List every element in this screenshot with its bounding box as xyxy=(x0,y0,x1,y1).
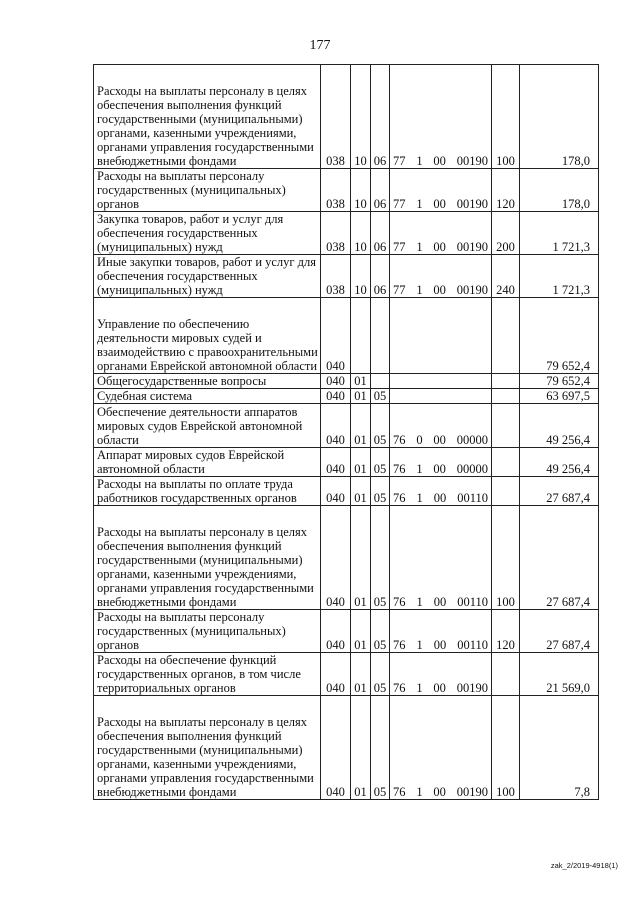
direction-code: 00 xyxy=(433,197,446,211)
subsection-code: 05 xyxy=(371,477,390,506)
subsection-code: 06 xyxy=(371,169,390,212)
target-article-code xyxy=(390,255,492,298)
ministry-code: 038 xyxy=(321,255,351,298)
section-code: 01 xyxy=(351,374,371,389)
target-article-code xyxy=(390,298,492,374)
expense-type-code: 100 xyxy=(492,506,520,610)
expense-type-code xyxy=(492,448,520,477)
expense-code: 00110 xyxy=(457,595,488,609)
target-article-code xyxy=(390,169,492,212)
document-code: zak_2/2019-4918(1) xyxy=(550,861,618,870)
table-row xyxy=(94,448,599,477)
direction-code: 00 xyxy=(433,595,447,609)
ministry-code: 040 xyxy=(321,610,351,653)
table-row xyxy=(94,653,599,696)
amount: 27 687,4 xyxy=(520,610,599,653)
subsection-code xyxy=(371,374,390,389)
amount: 7,8 xyxy=(520,696,599,800)
direction-code: 00 xyxy=(433,154,446,168)
direction-code: 00 xyxy=(433,785,446,799)
table-row xyxy=(94,404,599,448)
ministry-code: 040 xyxy=(321,696,351,800)
expense-code: 00000 xyxy=(456,462,488,476)
subsection-code: 05 xyxy=(371,448,390,477)
subprogram-code: 1 xyxy=(416,283,423,297)
amount: 1 721,3 xyxy=(520,255,599,298)
expense-type-code xyxy=(492,298,520,374)
subsection-code: 05 xyxy=(371,610,390,653)
section-code xyxy=(351,298,371,374)
table-row xyxy=(94,610,599,653)
program-code: 76 xyxy=(393,462,406,476)
subsection-code: 05 xyxy=(371,506,390,610)
ministry-code: 040 xyxy=(321,506,351,610)
expense-type-code xyxy=(492,477,520,506)
table-row xyxy=(94,374,599,389)
row-name: Аппарат мировых судов Еврейской автономной области xyxy=(94,448,321,477)
subprogram-code: 1 xyxy=(416,638,423,652)
expense-code: 00110 xyxy=(457,491,488,505)
direction-code: 00 xyxy=(433,491,447,505)
table-row xyxy=(94,506,599,610)
ministry-code: 038 xyxy=(321,169,351,212)
ministry-code: 040 xyxy=(321,404,351,448)
row-name: Расходы на выплаты персоналу в целях обеспечения выполнения функций государственными (муниципальными) органами, казенными учреждениями, органами управления государственными внебюджетными фондами xyxy=(94,506,321,610)
program-code: 76 xyxy=(393,433,406,447)
amount: 63 697,5 xyxy=(520,389,599,404)
target-article-code xyxy=(390,477,492,506)
table-row xyxy=(94,65,599,169)
section-code: 10 xyxy=(351,212,371,255)
target-article-code xyxy=(390,696,492,800)
section-code: 01 xyxy=(351,653,371,696)
amount: 79 652,4 xyxy=(520,298,599,374)
amount: 27 687,4 xyxy=(520,477,599,506)
expense-type-code xyxy=(492,404,520,448)
subsection-code: 06 xyxy=(371,65,390,169)
section-code: 01 xyxy=(351,448,371,477)
ministry-code: 038 xyxy=(321,212,351,255)
subprogram-code: 1 xyxy=(416,491,423,505)
target-article-code xyxy=(390,65,492,169)
row-name: Расходы на обеспечение функций государственных органов, в том числе территориальных органов xyxy=(94,653,321,696)
expense-type-code: 100 xyxy=(492,65,520,169)
subsection-code: 05 xyxy=(371,389,390,404)
ministry-code: 038 xyxy=(321,65,351,169)
row-name: Общегосударственные вопросы xyxy=(94,374,321,389)
row-name: Расходы на выплаты по оплате труда работников государственных органов xyxy=(94,477,321,506)
subprogram-code: 1 xyxy=(416,197,423,211)
expense-code: 00110 xyxy=(457,638,488,652)
section-code: 10 xyxy=(351,255,371,298)
direction-code: 00 xyxy=(433,433,446,447)
amount: 1 721,3 xyxy=(520,212,599,255)
ministry-code: 040 xyxy=(321,477,351,506)
table-body xyxy=(94,65,599,800)
direction-code: 00 xyxy=(433,638,447,652)
section-code: 10 xyxy=(351,65,371,169)
amount: 27 687,4 xyxy=(520,506,599,610)
expense-type-code: 100 xyxy=(492,696,520,800)
page-number: 177 xyxy=(309,38,331,53)
subprogram-code: 1 xyxy=(416,681,423,695)
expense-code: 00190 xyxy=(456,681,488,695)
section-code: 01 xyxy=(351,610,371,653)
program-code: 77 xyxy=(393,197,406,211)
target-article-code xyxy=(390,506,492,610)
target-article-code xyxy=(390,389,492,404)
program-code: 76 xyxy=(393,491,406,505)
subprogram-code: 1 xyxy=(416,785,423,799)
subsection-code xyxy=(371,298,390,374)
expense-code: 00190 xyxy=(456,197,488,211)
subsection-code: 05 xyxy=(371,404,390,448)
target-article-code xyxy=(390,374,492,389)
amount: 178,0 xyxy=(520,65,599,169)
expense-type-code xyxy=(492,653,520,696)
expense-type-code: 120 xyxy=(492,610,520,653)
table-row xyxy=(94,255,599,298)
section-code: 01 xyxy=(351,389,371,404)
expense-type-code: 240 xyxy=(492,255,520,298)
amount: 49 256,4 xyxy=(520,448,599,477)
expense-type-code xyxy=(492,374,520,389)
expense-code: 00000 xyxy=(456,433,488,447)
row-name: Управление по обеспечению деятельности мировых судей и взаимодействию с правоохранительными органами Еврейской автономной области xyxy=(94,298,321,374)
target-article-code xyxy=(390,404,492,448)
subprogram-code: 1 xyxy=(416,462,423,476)
amount: 49 256,4 xyxy=(520,404,599,448)
ministry-code: 040 xyxy=(321,389,351,404)
ministry-code: 040 xyxy=(321,298,351,374)
target-article-code xyxy=(390,448,492,477)
amount: 79 652,4 xyxy=(520,374,599,389)
ministry-code: 040 xyxy=(321,374,351,389)
row-name: Расходы на выплаты персоналу в целях обеспечения выполнения функций государственными (муниципальными) органами, казенными учреждениями, органами управления государственными внебюджетными фондами xyxy=(94,696,321,800)
subsection-code: 05 xyxy=(371,653,390,696)
direction-code: 00 xyxy=(433,681,446,695)
row-name: Закупка товаров, работ и услуг для обеспечения государственных (муниципальных) нужд xyxy=(94,212,321,255)
program-code: 77 xyxy=(393,283,406,297)
ministry-code: 040 xyxy=(321,448,351,477)
section-code: 01 xyxy=(351,506,371,610)
table-row xyxy=(94,389,599,404)
target-article-code xyxy=(390,610,492,653)
program-code: 77 xyxy=(393,240,406,254)
expense-code: 00190 xyxy=(456,283,488,297)
expense-type-code: 200 xyxy=(492,212,520,255)
direction-code: 00 xyxy=(433,240,446,254)
subprogram-code: 1 xyxy=(416,240,423,254)
row-name: Расходы на выплаты персоналу государственных (муниципальных) органов xyxy=(94,610,321,653)
program-code: 76 xyxy=(393,681,406,695)
section-code: 01 xyxy=(351,477,371,506)
table-row xyxy=(94,477,599,506)
row-name: Судебная система xyxy=(94,389,321,404)
program-code: 76 xyxy=(393,595,406,609)
direction-code: 00 xyxy=(433,283,446,297)
expense-code: 00190 xyxy=(456,154,488,168)
amount: 178,0 xyxy=(520,169,599,212)
program-code: 76 xyxy=(393,785,406,799)
table-row xyxy=(94,212,599,255)
table-row xyxy=(94,298,599,374)
expense-type-code xyxy=(492,389,520,404)
target-article-code xyxy=(390,653,492,696)
table-row xyxy=(94,169,599,212)
subprogram-code: 1 xyxy=(416,154,423,168)
row-name: Расходы на выплаты персоналу государственных (муниципальных) органов xyxy=(94,169,321,212)
subsection-code: 06 xyxy=(371,255,390,298)
section-code: 10 xyxy=(351,169,371,212)
subsection-code: 05 xyxy=(371,696,390,800)
row-name: Обеспечение деятельности аппаратов мировых судов Еврейской автономной области xyxy=(94,404,321,448)
subsection-code: 06 xyxy=(371,212,390,255)
amount: 21 569,0 xyxy=(520,653,599,696)
expense-type-code: 120 xyxy=(492,169,520,212)
program-code: 76 xyxy=(393,638,406,652)
section-code: 01 xyxy=(351,404,371,448)
budget-table xyxy=(93,64,599,800)
ministry-code: 040 xyxy=(321,653,351,696)
target-article-code xyxy=(390,212,492,255)
row-name: Расходы на выплаты персоналу в целях обеспечения выполнения функций государственными (муниципальными) органами, казенными учреждениями, органами управления государственными внебюджетными фондами xyxy=(94,65,321,169)
direction-code: 00 xyxy=(433,462,446,476)
expense-code: 00190 xyxy=(456,785,488,799)
row-name: Иные закупки товаров, работ и услуг для обеспечения государственных (муниципальных) нужд xyxy=(94,255,321,298)
subprogram-code: 0 xyxy=(416,433,423,447)
subprogram-code: 1 xyxy=(416,595,423,609)
section-code: 01 xyxy=(351,696,371,800)
program-code: 77 xyxy=(393,154,406,168)
expense-code: 00190 xyxy=(456,240,488,254)
table-row xyxy=(94,696,599,800)
